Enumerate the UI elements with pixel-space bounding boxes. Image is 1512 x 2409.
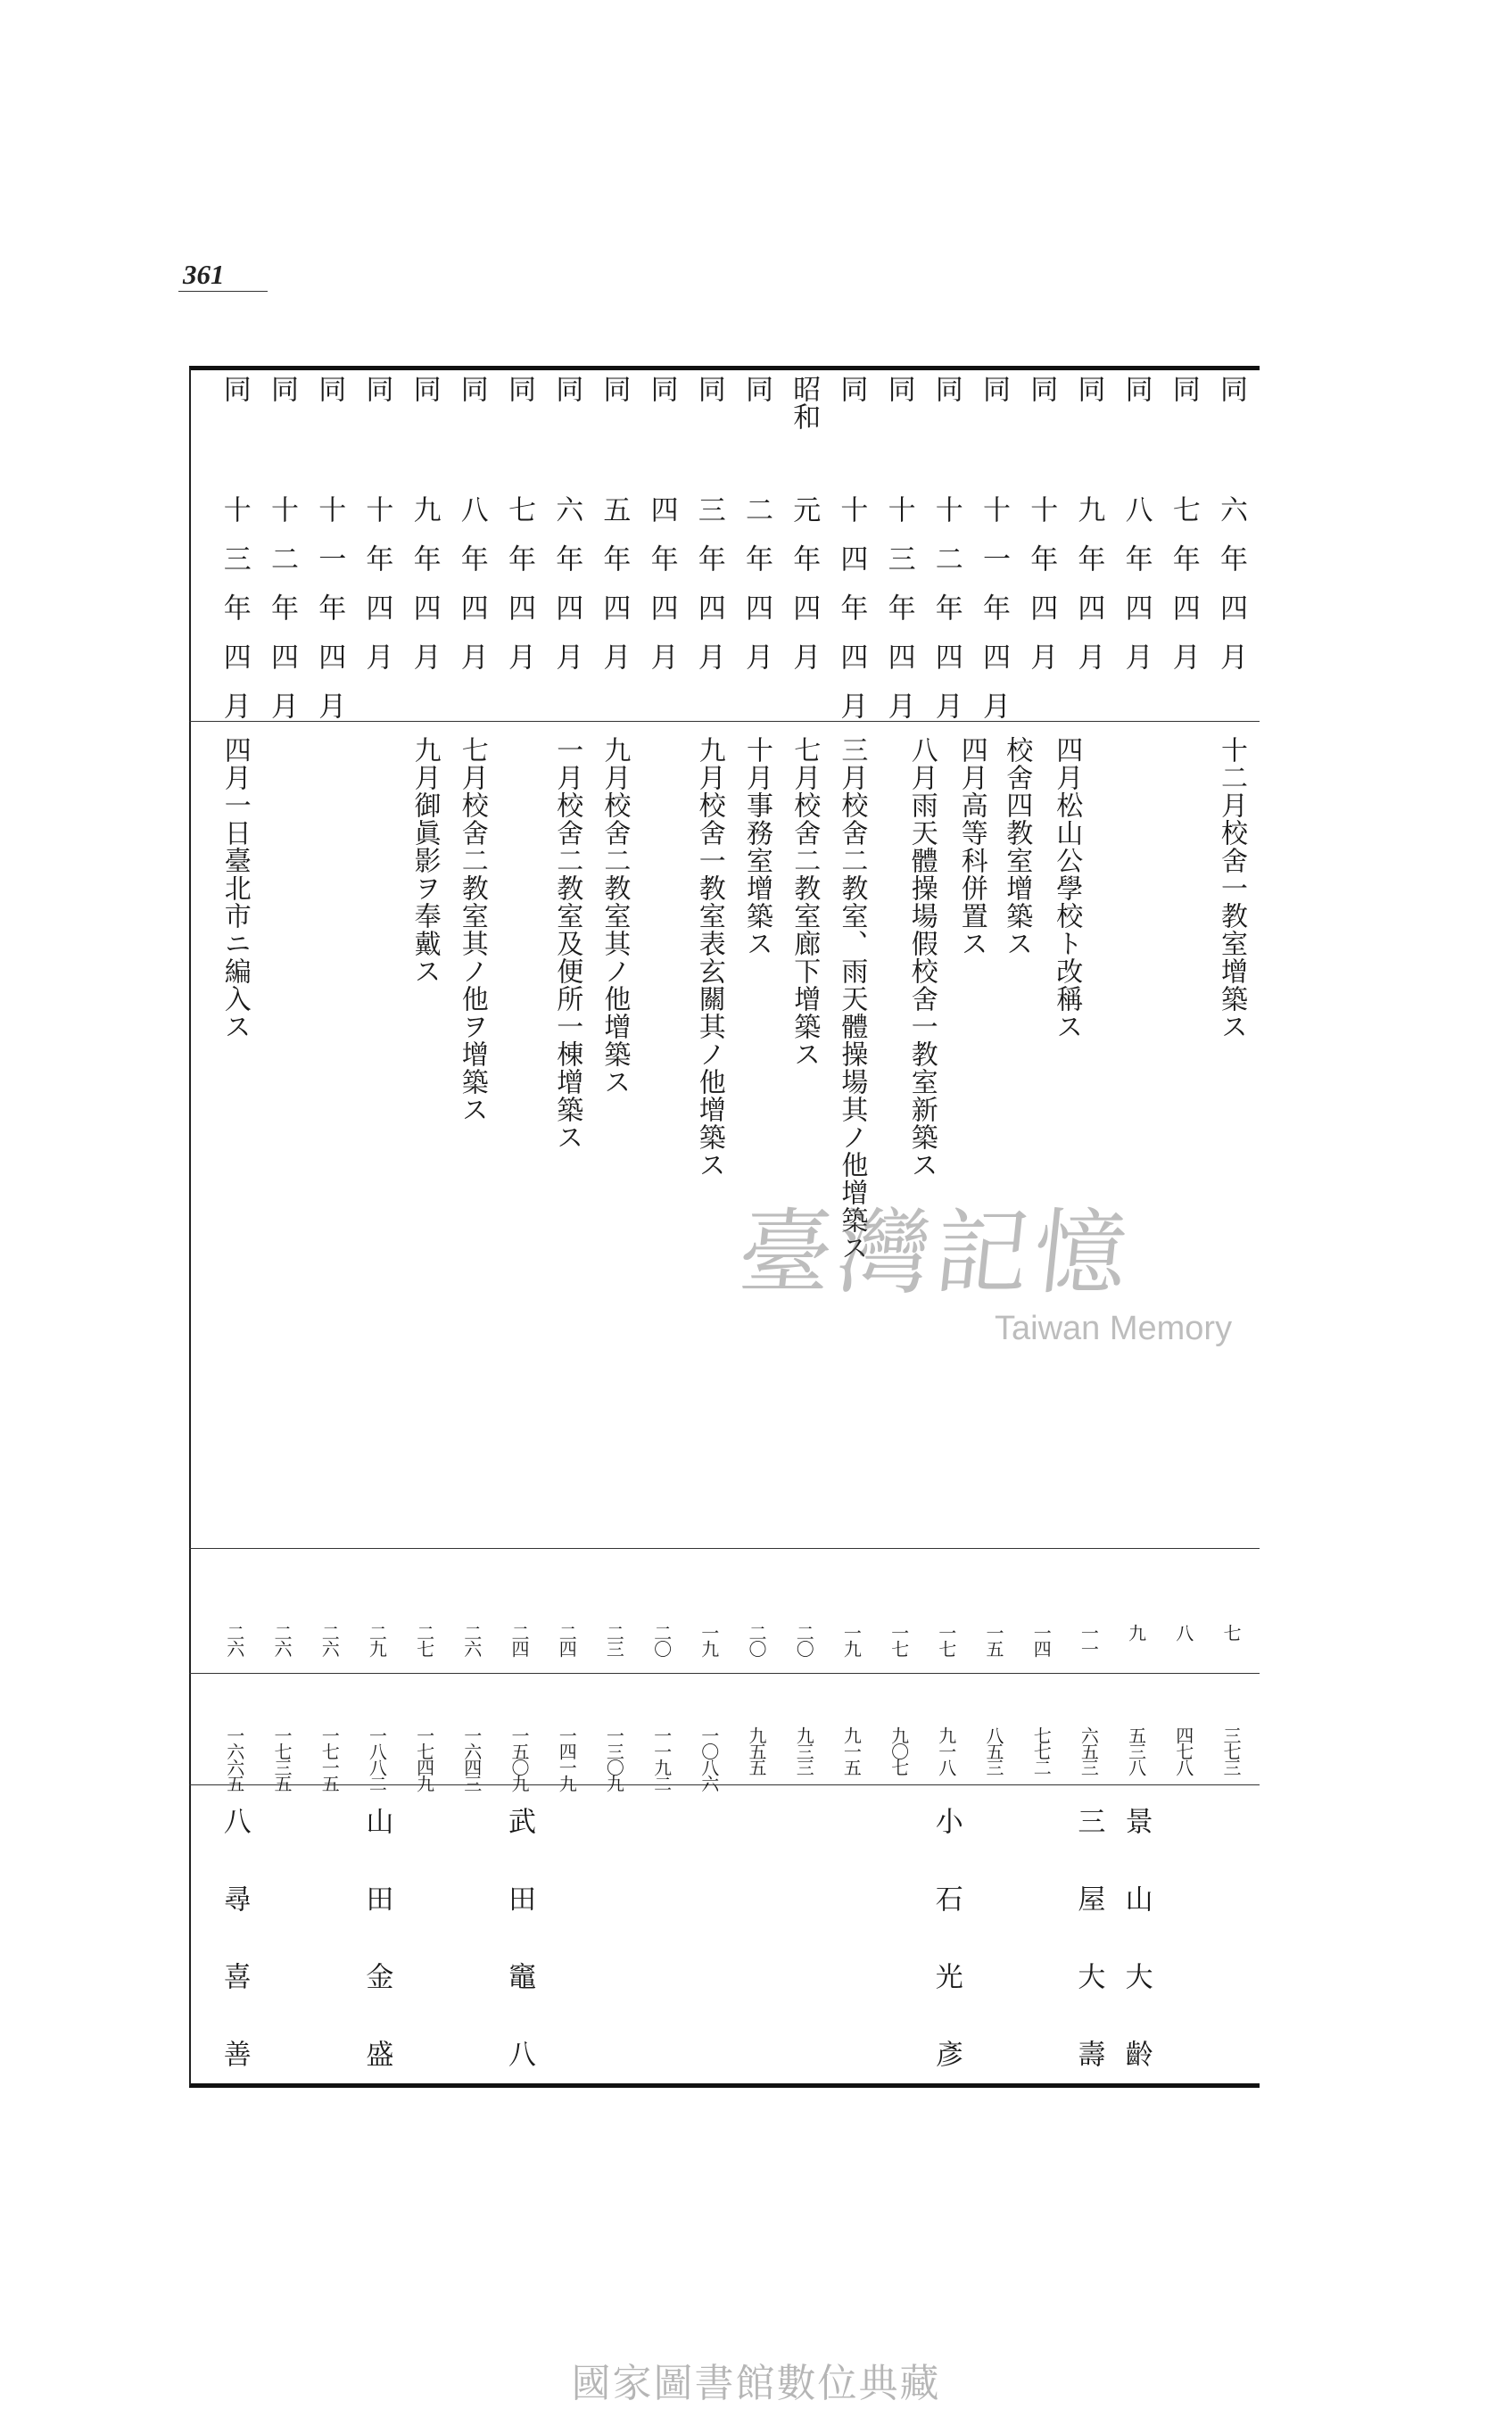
event-line: 校舍四教室增築ス	[1001, 736, 1033, 957]
era-cell: 同	[266, 375, 298, 402]
event-cell: 九月校舍一教室表玄關其ノ他增築ス	[693, 736, 725, 1179]
student-count-cell: 一六六五	[223, 1726, 245, 1791]
footer-archive-label: 國家圖書館數位典藏	[571, 2361, 941, 2406]
era-cell: 同	[692, 375, 725, 402]
student-count-cell: 八五三	[983, 1726, 1004, 1775]
era-cell: 同	[835, 375, 868, 402]
student-count-cell: 九一五	[840, 1726, 863, 1775]
student-count-cell: 五三八	[1125, 1726, 1147, 1775]
date-cell: 六年四月	[550, 495, 583, 691]
era-cell: 同	[550, 375, 583, 402]
era-cell: 同	[645, 375, 678, 402]
date-cell: 十年四月	[360, 495, 393, 691]
class-count-cell: 一九	[698, 1624, 720, 1656]
student-count-cell: 一七一五	[318, 1726, 341, 1791]
era-cell: 同	[503, 375, 535, 402]
date-cell: 四年四月	[645, 495, 678, 691]
date-cell: 元年四月	[788, 495, 821, 691]
student-count-cell: 一一九二	[650, 1726, 673, 1791]
student-count-cell: 九三三	[793, 1726, 815, 1775]
student-count-cell: 一七三五	[271, 1726, 293, 1791]
date-cell: 十一年四月	[313, 495, 346, 741]
date-cell: 二年四月	[740, 495, 773, 691]
student-count-cell: 七七二	[1030, 1726, 1053, 1775]
era-cell: 同	[1215, 375, 1247, 402]
student-count-cell: 一七四九	[413, 1726, 435, 1791]
student-count-cell: 一三〇九	[603, 1726, 625, 1791]
principal-cell: 三屋大壽	[1072, 1807, 1105, 2117]
era-cell: 同	[360, 375, 393, 402]
taiwan-memory-watermark	[733, 1178, 1240, 1374]
era-cell: 同	[455, 375, 488, 402]
date-cell: 十二年四月	[930, 495, 963, 741]
principal-cell: 景山大齡	[1120, 1807, 1153, 2117]
date-cell: 十一年四月	[978, 495, 1010, 741]
date-cell: 八年四月	[455, 495, 488, 691]
class-count-cell: 二四	[508, 1624, 530, 1656]
era-cell: 同	[930, 375, 963, 402]
class-count-cell: 二三	[603, 1624, 625, 1656]
era-cell: 同	[740, 375, 773, 402]
principal-cell: 武田竈八	[503, 1807, 535, 2117]
date-cell: 九年四月	[408, 495, 441, 691]
era-cell: 同	[978, 375, 1010, 402]
date-cell: 六年四月	[1215, 495, 1247, 691]
event-line: 四月松山公學校ト改稱ス	[1051, 736, 1083, 1040]
date-cell: 五年四月	[598, 495, 631, 691]
date-cell: 七年四月	[1167, 495, 1200, 691]
student-count-cell: 一六四三	[460, 1726, 483, 1791]
principal-cell: 八尋喜善	[218, 1807, 251, 2117]
student-count-cell: 九一八	[935, 1726, 957, 1775]
class-count-cell: 一九	[840, 1624, 863, 1656]
student-count-cell: 一五〇九	[508, 1726, 530, 1791]
page-number: 361	[183, 259, 225, 290]
class-count-cell: 二六	[460, 1624, 483, 1656]
student-count-cell: 四七八	[1172, 1726, 1194, 1775]
student-count-cell: 三七三	[1220, 1726, 1242, 1775]
principal-cell: 小石光彥	[930, 1807, 963, 2117]
date-cell: 七年四月	[503, 495, 535, 691]
date-cell: 十二年四月	[266, 495, 298, 741]
event-cell	[991, 736, 1091, 1539]
event-cell: 九月校舍二教室其ノ他增築ス	[599, 736, 631, 1096]
principal-cell: 山田金盛	[360, 1807, 393, 2117]
event-cell: 三月校舍二教室、雨天體操場其ノ他增築ス	[836, 736, 868, 1262]
era-cell: 同	[313, 375, 346, 402]
date-cell: 十三年四月	[218, 495, 251, 741]
era-cell: 同	[1167, 375, 1200, 402]
era-cell: 同	[1072, 375, 1105, 402]
class-count-cell: 一一	[1078, 1624, 1100, 1656]
class-count-cell: 二六	[318, 1624, 341, 1656]
student-count-cell: 一四一九	[556, 1726, 578, 1791]
event-cell: 四月一日臺北市ニ編入ス	[219, 736, 251, 1040]
date-cell: 十年四月	[1025, 495, 1058, 691]
class-count-cell: 二〇	[650, 1624, 673, 1656]
event-cell: 十月事務室增築ス	[741, 736, 773, 957]
class-count-cell: 二七	[413, 1624, 435, 1656]
class-count-cell: 二六	[223, 1624, 245, 1656]
student-count-cell: 一〇八六	[698, 1726, 720, 1791]
era-cell: 同	[598, 375, 631, 402]
student-count-cell: 九五五	[746, 1726, 767, 1775]
class-count-cell: 二六	[271, 1624, 293, 1656]
date-cell: 八年四月	[1120, 495, 1153, 691]
era-cell: 昭和	[788, 375, 821, 430]
class-count-cell: 九	[1125, 1624, 1147, 1640]
event-cell	[896, 736, 996, 1539]
event-cell: 十二月校舍一教室增築ス	[1216, 736, 1247, 1040]
watermark-english-text: Taiwan Memory	[995, 1310, 1233, 1347]
event-cell: 七月校舍二教室廊下增築ス	[789, 736, 821, 1068]
event-cell: 九月御眞影ヲ奉戴ス	[409, 736, 441, 985]
era-cell: 同	[1025, 375, 1058, 402]
event-line: 四月高等科併置ス	[955, 736, 987, 957]
class-count-cell: 一七	[935, 1624, 957, 1656]
class-count-cell: 二〇	[746, 1624, 767, 1656]
classes-row-divider	[189, 1673, 1260, 1674]
event-line: 八月雨天體操場假校舍一教室新築ス	[905, 736, 938, 1179]
class-count-cell: 七	[1220, 1624, 1242, 1640]
era-cell: 同	[1120, 375, 1153, 402]
event-cell: 七月校舍二教室其ノ他ヲ增築ス	[456, 736, 488, 1123]
student-count-cell: 六五三	[1078, 1726, 1100, 1775]
date-cell: 三年四月	[692, 495, 725, 691]
date-cell: 十四年四月	[835, 495, 868, 741]
student-count-cell: 一八八二	[366, 1726, 388, 1791]
page-number-rule	[178, 291, 268, 292]
date-cell: 九年四月	[1072, 495, 1105, 691]
class-count-cell: 八	[1172, 1624, 1194, 1640]
event-cell: 一月校舍二教室及便所一棟增築ス	[551, 736, 583, 1151]
class-count-cell: 一五	[983, 1624, 1004, 1656]
student-count-cell: 九〇七	[888, 1726, 910, 1775]
watermark-logo-text: 臺灣記憶	[733, 1198, 1138, 1307]
class-count-cell: 二四	[556, 1624, 578, 1656]
events-row-divider	[189, 1548, 1260, 1549]
era-cell: 同	[882, 375, 915, 402]
class-count-cell: 二〇	[793, 1624, 815, 1656]
date-cell: 十三年四月	[882, 495, 915, 741]
class-count-cell: 一四	[1030, 1624, 1053, 1656]
class-count-cell: 一七	[888, 1624, 910, 1656]
class-count-cell: 二九	[366, 1624, 388, 1656]
era-cell: 同	[408, 375, 441, 402]
era-cell: 同	[218, 375, 251, 402]
